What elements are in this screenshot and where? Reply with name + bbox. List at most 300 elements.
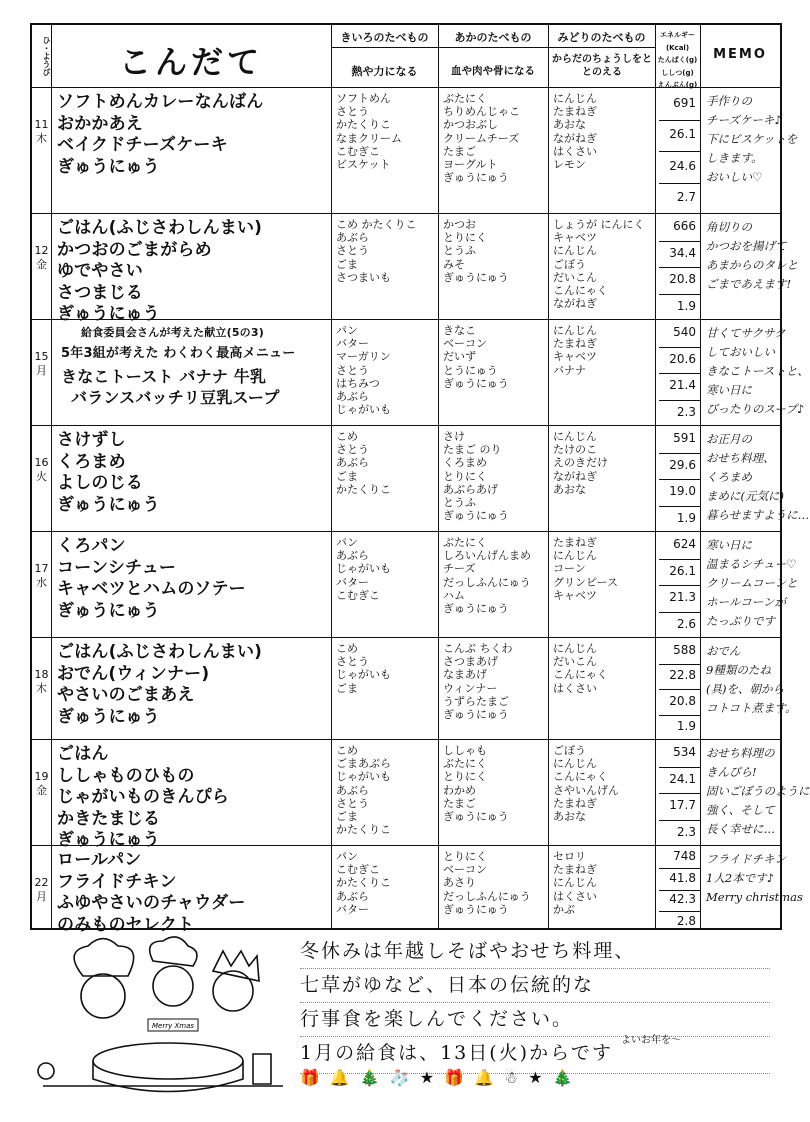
memo-line: あまからのタレと — [706, 258, 798, 272]
ingredient: バター — [336, 902, 369, 916]
energy-value: 691 — [673, 96, 696, 110]
ingredient: こんにゃく — [553, 668, 608, 682]
ingredient: かたくりこ — [336, 823, 391, 837]
menu-item: かつおのごまがらめ — [57, 239, 212, 260]
snowman-icon: ☃ — [503, 1068, 529, 1087]
menu-item: ベイクドチーズケーキ — [57, 135, 228, 155]
memo-line: たっぷりです — [706, 614, 775, 628]
ingredient: レモン — [553, 158, 586, 172]
memo-line: フライドチキン — [706, 852, 787, 866]
yellow-ingredients — [331, 740, 438, 845]
ingredient: マーガリン — [336, 350, 391, 364]
memo-line: くろまめ — [706, 470, 752, 484]
ingredient: ソフトめん — [336, 92, 391, 105]
green-ingredients — [548, 426, 655, 531]
menu-item: よしのじる — [57, 473, 143, 493]
green-ingredients — [548, 320, 655, 425]
menu-item: ぎゅうにゅう — [57, 304, 160, 324]
ingredient: こんにゃく — [553, 284, 608, 298]
nutrition-divider — [659, 479, 700, 480]
fat-value: 19.0 — [669, 484, 696, 498]
ingredient: えのきだけ — [553, 456, 608, 470]
ingredient: コーン — [553, 562, 586, 576]
fat-value: 42.3 — [669, 892, 696, 906]
menu-item: やさいのごまあえ — [57, 685, 195, 705]
ingredient: あぶら — [336, 889, 369, 903]
weekday: 火 — [36, 470, 47, 483]
yellow-food-header: きいろのたべもの — [340, 31, 429, 44]
nutrition-divider — [659, 868, 700, 869]
ingredient: ぎゅうにゅう — [443, 708, 509, 722]
nutrition-divider — [659, 715, 700, 716]
date-cell — [32, 426, 51, 531]
menu-item: キャベツとハムのソテー — [57, 579, 246, 599]
ingredient: さつまあげ — [443, 655, 498, 669]
memo-line: ごまであえます! — [706, 277, 792, 291]
menu-cell — [51, 320, 331, 425]
footer-line: 冬休みは年越しそばやおせち料理、 — [300, 935, 770, 969]
ingredient: はくさい — [553, 144, 597, 158]
footer-aside: よいお年を〜 — [620, 1035, 681, 1046]
memo-line: 9種類のたね — [706, 663, 771, 677]
menu-item: ロールパン — [57, 850, 142, 870]
day-number: 22 — [34, 876, 49, 889]
chef-hat — [150, 937, 197, 966]
protein-label: たんぱく(g) — [657, 56, 698, 64]
day-number: 18 — [34, 668, 49, 681]
ingredient: ぎゅうにゅう — [443, 509, 509, 523]
ingredient: セロリ — [553, 850, 586, 863]
salt-value: 1.9 — [676, 511, 696, 525]
footer-line: 七草がゆなど、日本の伝統的な — [300, 969, 770, 1003]
ingredient: にんじん — [553, 757, 597, 771]
memo-line: チーズケーキ♪ — [706, 113, 782, 127]
ingredient: とりにく — [443, 770, 487, 784]
ingredient: さとう — [336, 796, 369, 810]
memo-line: おせち料理の — [706, 746, 775, 760]
memo-line: かつおを揚げて — [706, 239, 787, 253]
memo-line: 固いごぼうのように — [706, 784, 810, 798]
protein-value: 20.6 — [669, 352, 696, 366]
memo-line: ぴったりのスープ♪ — [706, 402, 805, 416]
memo-line: 1人2本です♪ — [706, 871, 774, 885]
yellow-ingredients — [331, 214, 438, 319]
ingredient: さつまいも — [336, 270, 391, 284]
fat-label: ししつ(g) — [661, 68, 694, 77]
menu-item: さつまじる — [57, 282, 143, 303]
nutrition-divider — [659, 911, 700, 912]
ingredient: じゃがいも — [336, 770, 391, 784]
ingredient: なまあげ — [443, 668, 487, 682]
memo-line: 長く幸せに… — [706, 822, 775, 836]
red-ingredients — [438, 426, 548, 531]
energy-label: エネルギー(Kcal) — [660, 31, 695, 52]
ingredient: とりにく — [443, 850, 487, 863]
ingredient: あぶらあげ — [443, 482, 498, 496]
ingredient: わかめ — [443, 783, 476, 797]
ingredient: たまねぎ — [553, 536, 597, 549]
chef-face — [213, 971, 253, 1011]
ingredient: にんじん — [553, 92, 597, 105]
memo-line: きなこトーストと、 — [706, 364, 809, 378]
fat-value: 21.3 — [669, 590, 696, 604]
nutrition-divider — [659, 241, 700, 242]
vase — [253, 1054, 271, 1084]
menu-item: ぎゅうにゅう — [57, 156, 160, 177]
menu-item: ぎゅうにゅう — [57, 830, 160, 850]
day-row — [32, 319, 809, 425]
ingredient: にんじん — [553, 244, 597, 258]
protein-value: 29.6 — [669, 458, 696, 472]
memo-line: きんぴら! — [706, 765, 757, 779]
salt-value: 2.3 — [676, 825, 696, 839]
ingredient: あぶら — [336, 231, 369, 245]
star-icon: ★ — [419, 1068, 445, 1087]
date-column-header: ひ・ようび — [42, 36, 51, 76]
salt-value: 2.6 — [676, 617, 696, 631]
ingredient: くろまめ — [443, 456, 487, 470]
memo-line: コトコト煮ます。 — [706, 701, 797, 715]
ingredient: たまご のり — [443, 443, 502, 457]
fat-value: 24.6 — [669, 159, 696, 173]
date-cell — [32, 638, 51, 739]
ingredient: じゃがいも — [336, 668, 391, 682]
ingredient: ながねぎ — [553, 297, 597, 311]
ingredient: ぎゅうにゅう — [443, 902, 509, 916]
red-ingredients — [438, 638, 548, 739]
energy-value: 748 — [673, 849, 696, 863]
nutrition-cell — [655, 532, 700, 637]
cake-sign-text: Merry Xmas — [152, 1022, 195, 1030]
day-number: 15 — [34, 350, 49, 363]
col-divider — [438, 25, 439, 928]
red-ingredients — [438, 740, 548, 845]
date-cell — [32, 214, 51, 319]
bell-icon: 🔔 — [473, 1068, 504, 1087]
ingredient: こめ — [336, 430, 358, 443]
ingredient: あぶら — [336, 783, 369, 797]
menu-item: ゆでやさい — [57, 261, 143, 281]
green-ingredients — [548, 740, 655, 845]
col-divider — [655, 25, 656, 928]
energy-value: 588 — [673, 643, 696, 657]
ingredient: キャベツ — [553, 231, 597, 245]
red-ingredients — [438, 320, 548, 425]
ingredient: ぎゅうにゅう — [443, 602, 509, 616]
memo-line: 角切りの — [706, 220, 752, 234]
salt-value: 1.9 — [676, 719, 696, 733]
yellow-ingredients — [331, 88, 438, 213]
menu-item: 給食委員会さんが考えた献立(5の3) — [81, 326, 264, 339]
memo-cell — [700, 320, 809, 425]
ingredient: ごま — [336, 681, 358, 695]
menu-cell — [51, 426, 331, 531]
ingredient: たまねぎ — [553, 105, 597, 119]
stocking-icon: 🧦 — [389, 1068, 420, 1087]
menu-item: ぎゅうにゅう — [57, 600, 160, 621]
ingredient: しろいんげんまめ — [443, 549, 531, 563]
ingredient: にんじん — [553, 876, 597, 890]
ingredient: あさり — [443, 876, 476, 890]
yellow-ingredients — [331, 320, 438, 425]
menu-item: のみものセレクト — [57, 914, 195, 935]
ingredient: だいこん — [553, 270, 597, 284]
ingredient: みそ — [443, 257, 465, 271]
menu-item: ごはん — [57, 744, 109, 764]
memo-line: 温まるシチュー♡ — [706, 557, 797, 571]
weekday: 月 — [36, 364, 47, 377]
ingredient: たけのこ — [553, 443, 597, 457]
day-row — [32, 213, 798, 324]
nutrition-cell — [655, 88, 700, 213]
memo-line: (具)を、朝から — [706, 682, 784, 696]
ingredient: バター — [336, 575, 369, 589]
tree-icon: 🎄 — [552, 1068, 583, 1087]
ingredient: じゃがいも — [336, 403, 391, 417]
ingredient: だいこん — [553, 655, 597, 669]
ingredient: さとう — [336, 244, 369, 258]
nutrition-cell — [655, 846, 700, 932]
ingredient: ぎゅうにゅう — [443, 270, 509, 284]
ingredient: ごま — [336, 469, 358, 483]
cake — [93, 1043, 243, 1079]
memo-line: おでん — [706, 644, 741, 658]
ingredient: ぎゅうにゅう — [443, 810, 509, 824]
day-number: 19 — [34, 770, 49, 783]
green-ingredients — [548, 638, 655, 739]
day-row — [32, 87, 798, 213]
nutrition-divider — [659, 559, 700, 560]
ingredient: はちみつ — [336, 376, 380, 390]
salt-value: 2.3 — [676, 405, 696, 419]
ingredient: ごま — [336, 257, 358, 271]
day-row — [32, 739, 810, 850]
nutrition-divider — [659, 506, 700, 507]
ingredient: さとう — [336, 443, 369, 457]
menu-item: ごはん(ふじさわしんまい) — [57, 218, 263, 238]
memo-line: まめに(元気に) — [706, 489, 784, 503]
ingredient: にんじん — [553, 324, 597, 337]
col-divider — [700, 25, 701, 928]
energy-value: 534 — [673, 745, 696, 759]
protein-value: 26.1 — [669, 127, 696, 141]
memo-line: ホールコーンが — [706, 595, 787, 609]
footer-line-text: 1月の給食は、13日(火)からです — [300, 1042, 613, 1064]
menu-cell — [51, 846, 331, 935]
weekday: 月 — [36, 890, 47, 903]
menu-cell — [51, 214, 331, 324]
ingredient: ちりめんじゃこ — [443, 105, 520, 119]
nutrition-cell — [655, 426, 700, 531]
ingredient: ヨーグルト — [443, 158, 498, 172]
ingredient: こんにゃく — [553, 770, 608, 784]
protein-value: 34.4 — [669, 246, 696, 260]
ingredient: こむぎこ — [336, 588, 380, 602]
table-header — [32, 25, 780, 87]
ingredient: チーズ — [443, 562, 476, 576]
nutrition-cell — [655, 638, 700, 739]
ingredient: あおな — [553, 118, 586, 132]
energy-value: 624 — [673, 537, 696, 551]
ingredient: クリームチーズ — [443, 131, 520, 145]
ingredient: こむぎこ — [336, 144, 380, 158]
footer-message — [300, 935, 770, 1074]
nutrition-divider — [659, 453, 700, 454]
memo-line: 暮らせますように… — [706, 508, 810, 522]
ingredient: パン — [336, 536, 358, 549]
nutrition-divider — [659, 267, 700, 268]
energy-value: 540 — [673, 325, 696, 339]
menu-cell — [51, 88, 331, 213]
salt-value: 1.9 — [676, 299, 696, 313]
memo-line: しておいしい — [706, 345, 775, 359]
menu-cell — [51, 638, 331, 739]
ingredient: とうにゅう — [443, 363, 498, 377]
energy-value: 666 — [673, 219, 696, 233]
protein-value: 24.1 — [669, 772, 696, 786]
fat-value: 17.7 — [669, 798, 696, 812]
memo-cell — [700, 426, 810, 531]
weekday: 金 — [36, 258, 47, 271]
ingredient: とりにく — [443, 469, 487, 483]
memo-line: おせち料理、 — [706, 451, 775, 465]
col-divider — [331, 25, 332, 928]
page-title: こんだて — [118, 43, 263, 81]
ingredient: ぶたにく — [443, 757, 487, 771]
ingredient: こめ かたくりこ — [336, 218, 417, 231]
ingredient: だいず — [443, 350, 476, 364]
ingredient: はくさい — [553, 889, 597, 903]
green-ingredients — [548, 214, 655, 319]
memo-line: 寒い日に — [706, 538, 752, 552]
ingredient: ごまあぶら — [336, 757, 391, 771]
red-ingredients — [438, 214, 548, 319]
nutrition-cell — [655, 740, 700, 845]
pot — [38, 1063, 54, 1079]
bell-icon: 🔔 — [329, 1068, 360, 1087]
chefs-illustration — [28, 936, 293, 1106]
weekday: 水 — [36, 576, 47, 589]
energy-value: 591 — [673, 431, 696, 445]
day-number: 16 — [34, 456, 49, 469]
ingredient: こめ — [336, 642, 358, 655]
menu-item: じゃがいものきんぴら — [57, 787, 229, 807]
ingredient: たまご — [443, 144, 476, 158]
footer-line: 行事食を楽しんでください。 — [300, 1003, 770, 1037]
yellow-ingredients — [331, 638, 438, 739]
menu-item: ぎゅうにゅう — [57, 706, 160, 727]
date-cell — [32, 88, 51, 213]
weekday: 金 — [36, 784, 47, 797]
ingredient: とりにく — [443, 231, 487, 245]
ingredient: パン — [336, 324, 358, 337]
yellow-ingredients — [331, 426, 438, 531]
ingredient: あおな — [553, 810, 586, 824]
ingredient: あおな — [553, 482, 586, 496]
memo-cell — [700, 532, 798, 637]
menu-table — [30, 23, 810, 935]
protein-value: 22.8 — [669, 668, 696, 682]
ingredient: あぶら — [336, 390, 369, 404]
memo-line: 強く、そして — [706, 803, 775, 817]
ingredient: キャベツ — [553, 588, 597, 602]
menu-item: ぎゅうにゅう — [57, 494, 160, 515]
ingredient: ぎゅうにゅう — [443, 171, 509, 185]
ingredient: こんぶ ちくわ — [443, 642, 513, 655]
menu-item: バランスバッチリ豆乳スープ — [71, 388, 280, 407]
ingredient: かたくりこ — [336, 118, 391, 132]
ingredient: かたくりこ — [336, 876, 391, 890]
red-food-header: あかのたべもの — [454, 31, 532, 44]
day-number: 17 — [34, 562, 49, 575]
ingredient: かたくりこ — [336, 482, 391, 496]
green-food-subheader: からだのちょうしをととのえる — [552, 54, 652, 78]
menu-item: きなこトースト バナナ 牛乳 — [61, 367, 267, 386]
memo-cell — [700, 88, 798, 213]
ingredient: ながねぎ — [553, 469, 597, 483]
memo-line: 手作りの — [706, 94, 752, 108]
nutrition-cell — [655, 320, 700, 425]
yellow-ingredients — [331, 532, 438, 637]
ingredient: グリンピース — [553, 575, 619, 589]
ingredient: ごぼう — [553, 257, 586, 271]
green-ingredients — [548, 88, 655, 213]
fat-value: 20.8 — [669, 694, 696, 708]
memo-line: 寒い日に — [706, 383, 752, 397]
day-number: 12 — [34, 244, 49, 257]
nutrition-header — [655, 29, 700, 92]
menu-item: おかかあえ — [57, 113, 143, 134]
ingredient: とうふ — [443, 496, 476, 510]
ingredient: ウィンナー — [443, 681, 498, 695]
menu-item: ししゃものひもの — [57, 765, 195, 786]
ingredient: かつお — [443, 218, 476, 231]
nutrition-divider — [659, 793, 700, 794]
memo-line: Merry christmas — [706, 890, 803, 904]
ingredient: あぶら — [336, 456, 369, 470]
date-cell — [32, 320, 51, 425]
nutrition-cell — [655, 214, 700, 319]
ingredient: ビスケット — [336, 158, 391, 172]
star-icon: ★ — [528, 1068, 553, 1087]
green-food-header: みどりのたべもの — [557, 31, 646, 44]
ingredient: バター — [336, 337, 369, 351]
memo-cell — [700, 846, 803, 932]
memo-line: お正月の — [706, 432, 752, 446]
ingredient: あぶら — [336, 549, 369, 563]
salt-label: えんぶん(g) — [657, 81, 698, 89]
header-sub-divider — [331, 47, 655, 48]
ingredient: さやいんげん — [553, 783, 619, 797]
ingredient: かつおぶし — [443, 118, 498, 132]
nutrition-divider — [659, 820, 700, 821]
yellow-food-subheader: 熱や力になる — [351, 65, 418, 78]
menu-cell — [51, 532, 331, 637]
red-food-subheader: 血や肉や骨になる — [451, 65, 535, 77]
col-divider — [51, 25, 52, 928]
day-row — [32, 531, 798, 637]
nutrition-divider — [659, 400, 700, 401]
salt-value: 2.8 — [676, 914, 696, 928]
salt-value: 2.7 — [676, 190, 696, 204]
nutrition-divider — [659, 767, 700, 768]
ingredient: とうふ — [443, 244, 476, 258]
date-cell — [32, 846, 51, 932]
ingredient: ぶたにく — [443, 536, 487, 549]
ingredient: かぶ — [553, 902, 575, 916]
menu-item: かきたまじる — [57, 808, 161, 829]
ingredient: さとう — [336, 363, 369, 377]
